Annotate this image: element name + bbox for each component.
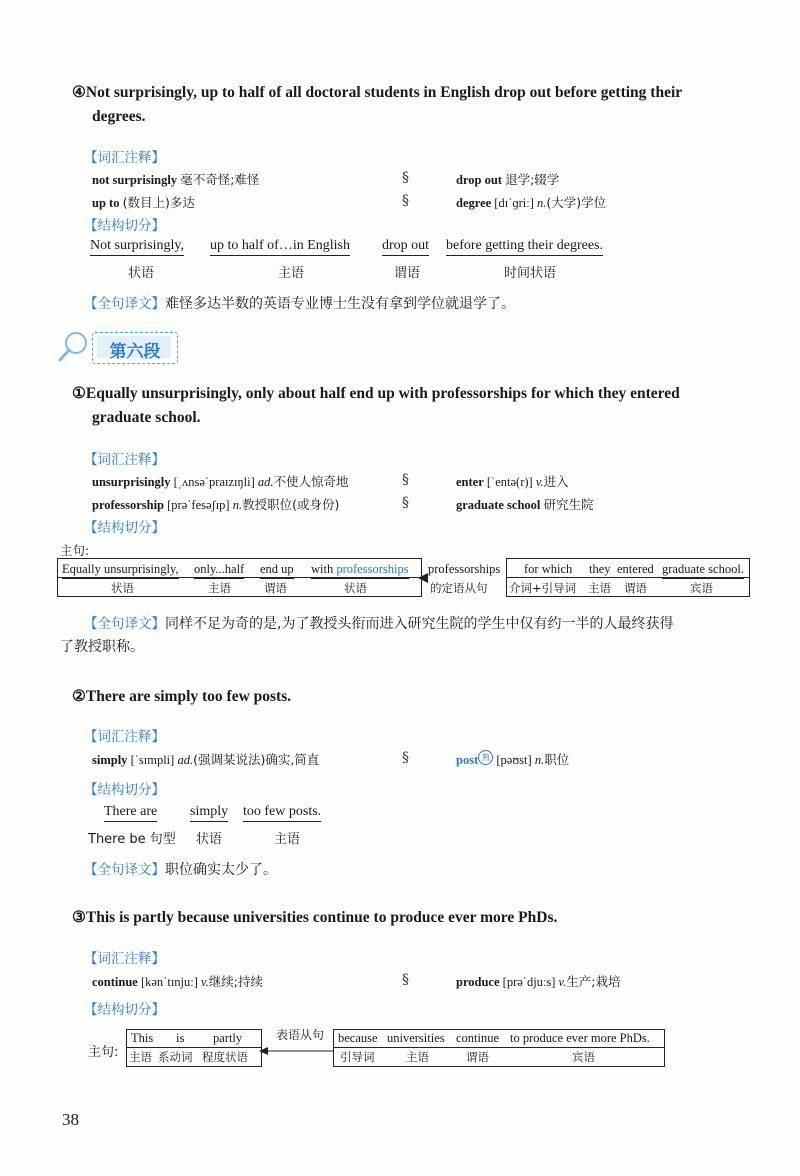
translation: 【全句译文】同样不足为奇的是,为了教授头衔而进入研究生院的学生中仅有约一半的人最终获得	[84, 616, 674, 632]
clause-cell: partly	[213, 1031, 243, 1045]
segment-label: 时间状语	[504, 266, 557, 281]
clause-label: 程度状语	[202, 1050, 248, 1064]
predicative-clause-label: 表语从句	[276, 1028, 325, 1042]
translation-line2: 了教授职称。	[60, 639, 144, 655]
clause-cell: entered	[617, 562, 654, 576]
relative-clause-label: 的定语从句	[430, 581, 488, 595]
vocab-tag: 【词汇注释】	[84, 951, 165, 967]
relative-antecedent: professorships	[428, 562, 501, 576]
clause-cell: only...half	[194, 562, 244, 579]
vocab-item: unsurprisingly [ˌʌnsəˈpraɪzɪŋli] ad.不使人惊奇地	[92, 474, 349, 489]
clause-cell: with professorships	[311, 562, 409, 579]
vocab-separator: §	[402, 193, 409, 209]
clause-cell: universities	[387, 1031, 445, 1048]
clause-label: 主语	[406, 1050, 429, 1064]
sentence-number: ①	[72, 385, 86, 402]
vocab-item: professorship [prəˈfesəʃɪp] n.教授职位(或身份)	[92, 497, 340, 512]
familiar-mark-icon: 熟	[478, 750, 493, 765]
clause-cell: for which	[524, 562, 573, 576]
clause-label: 引导词	[340, 1050, 375, 1064]
sentence-number: ④	[72, 84, 86, 101]
segment-label: There be 句型	[88, 832, 176, 847]
vocab-separator: §	[402, 972, 409, 988]
segment: drop out	[382, 238, 429, 256]
vocab-separator: §	[402, 495, 409, 511]
clause-label: 谓语	[624, 581, 647, 595]
vocab-item: simply [ˈsɪmpli] ad.(强调某说法)确实,简直	[92, 752, 320, 767]
translation: 【全句译文】难怪多达半数的英语专业博士生没有拿到学位就退学了。	[84, 296, 515, 312]
clause-label: 状语	[111, 581, 134, 595]
clause-label: 宾语	[690, 581, 713, 595]
segment-label: 状语	[196, 832, 223, 847]
clause-label: 主语	[129, 1050, 152, 1064]
sentence-1-line2: graduate school.	[92, 409, 201, 426]
vocab-separator: §	[402, 750, 409, 766]
clause-cell: to produce ever more PhDs.	[510, 1031, 650, 1048]
structure-tag: 【结构切分】	[84, 520, 165, 536]
segment: too few posts.	[243, 804, 321, 822]
sentence-4-line1	[72, 82, 682, 104]
vocab-item: degree [dɪˈɡriː] n.(大学)学位	[456, 195, 607, 210]
sentence-number: ②	[72, 688, 86, 705]
clause-cell: continue	[456, 1031, 499, 1048]
vocab-item: up to (数目上)多达	[92, 195, 195, 210]
vocab-item: post 熟 [pəʊst] n.职位	[456, 752, 570, 767]
structure-tag: 【结构切分】	[84, 218, 165, 234]
clause-cell: they	[589, 562, 611, 576]
magnifier-icon	[56, 330, 90, 364]
main-clause-label: 主句:	[60, 543, 90, 558]
vocab-item: graduate school 研究生院	[456, 497, 594, 512]
vocab-separator: §	[402, 170, 409, 186]
segment: Not surprisingly,	[90, 238, 184, 256]
vocab-tag: 【词汇注释】	[84, 452, 165, 468]
clause-cell: Equally unsurprisingly,	[62, 562, 179, 579]
segment: up to half of…in English	[210, 238, 350, 256]
vocab-item: enter [ˈentə(r)] v.进入	[456, 474, 569, 489]
page-number: 38	[62, 1110, 79, 1129]
segment-label: 主语	[278, 266, 305, 281]
section-title-box	[92, 332, 178, 364]
clause-cell: This	[131, 1031, 154, 1045]
vocab-separator: §	[402, 472, 409, 488]
vocab-tag: 【词汇注释】	[84, 729, 165, 745]
clause-cell: end up	[260, 562, 294, 579]
structure-tag: 【结构切分】	[84, 1002, 165, 1018]
clause-label: 系动词	[158, 1050, 193, 1064]
sentence-1-line1	[72, 383, 680, 405]
segment-label: 谓语	[394, 266, 421, 281]
clause-label: 谓语	[466, 1050, 489, 1064]
vocab-item: drop out 退学;辍学	[456, 172, 560, 187]
vocab-tag: 【词汇注释】	[84, 150, 165, 166]
clause-label: 状语	[344, 581, 367, 595]
vocab-item: continue [kənˈtɪnjuː] v.继续;持续	[92, 974, 263, 989]
clause-label: 宾语	[572, 1050, 595, 1064]
clause-label: 谓语	[264, 581, 287, 595]
sentence-text: There are simply too few posts.	[85, 688, 292, 705]
structure-tag: 【结构切分】	[84, 782, 165, 798]
vocab-item: not surprisingly 毫不奇怪;难怪	[92, 172, 260, 187]
sentence-text: Not surprisingly, up to half of all doctoral students in English drop out before getting their	[85, 84, 683, 101]
clause-label: 主语	[208, 581, 231, 595]
clause-cell: is	[176, 1031, 185, 1045]
segment-label: 主语	[274, 832, 301, 847]
translation: 【全句译文】职位确实太少了。	[84, 862, 277, 878]
sentence-number: ③	[72, 909, 86, 926]
section-title: 第六段	[109, 342, 161, 362]
sentence-2	[72, 686, 291, 708]
clause-label: 介词+引导词	[509, 581, 577, 595]
clause-cell: graduate school.	[662, 562, 744, 579]
segment: before getting their degrees.	[446, 238, 603, 256]
sentence-text: Equally unsurprisingly, only about half end up with professorships for which they entered	[85, 385, 680, 402]
sentence-text: This is partly because universities continue to produce ever more PhDs.	[85, 909, 558, 926]
segment-label: 状语	[128, 266, 155, 281]
segment: There are	[104, 804, 157, 822]
sentence-4-line2: degrees.	[92, 108, 146, 125]
vocab-item: produce [prəˈdjuːs] v.生产;栽培	[456, 974, 621, 989]
clause-label: 主语	[588, 581, 611, 595]
main-clause-label: 主句:	[88, 1045, 119, 1060]
clause-cell: because	[338, 1031, 378, 1048]
sentence-3	[72, 907, 557, 929]
segment: simply	[190, 804, 228, 822]
